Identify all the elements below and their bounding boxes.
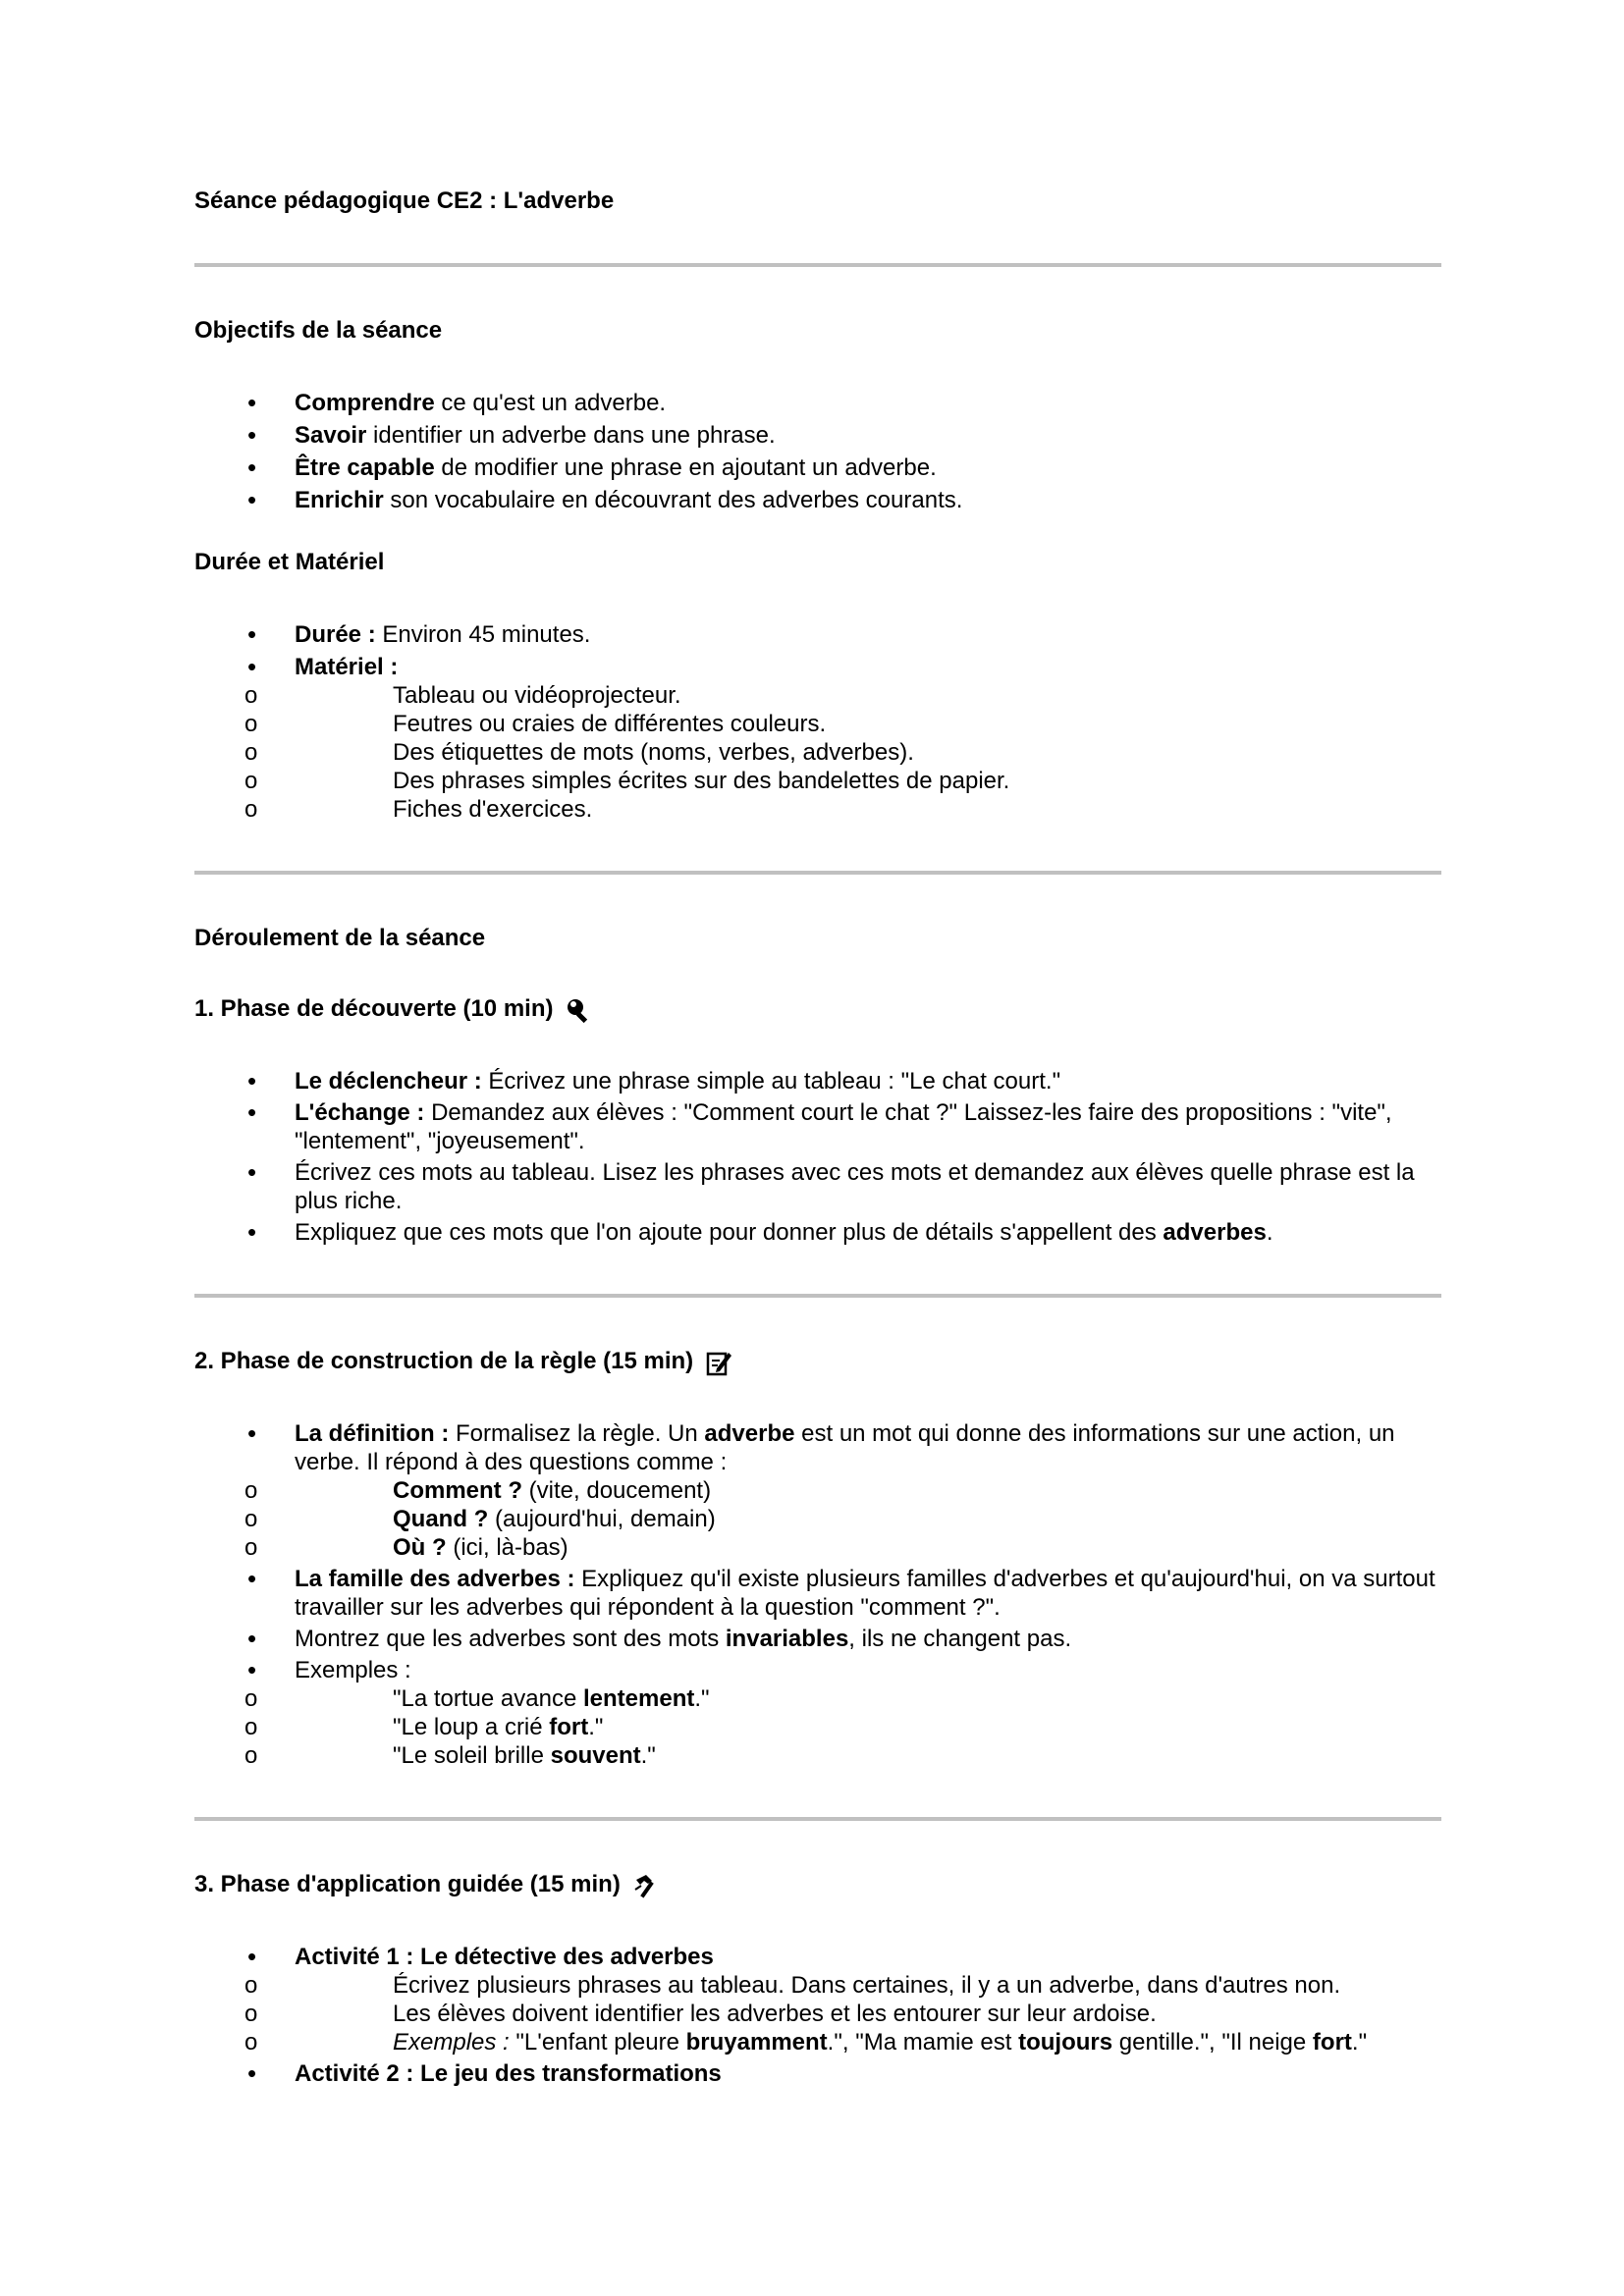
list-item: • Matériel : o Tableau ou vidéoprojecteur. o Feutres ou craies de différentes couleurs. o Des étiquettes de mots (noms, verbes, adverbes). o Des phrases simples écrites sur des bandelettes de papier. o Fiches d'exercices. xyxy=(194,653,1441,824)
list-item: o "La tortue avance lentement." xyxy=(194,1684,1441,1713)
list-item: o Où ? (ici, là-bas) xyxy=(194,1533,1441,1562)
materiel-list xyxy=(194,681,1441,824)
list-item: o Des phrases simples écrites sur des bandelettes de papier. xyxy=(194,767,1441,795)
list-item: • Expliquez que ces mots que l'on ajoute pour donner plus de détails s'appellent des adverbes. xyxy=(194,1218,1441,1247)
list-item: • Être capable de modifier une phrase en ajoutant un adverbe. xyxy=(194,454,1441,482)
list-item: o Des étiquettes de mots (noms, verbes, adverbes). xyxy=(194,738,1441,767)
list-item: • Activité 1 : Le détective des adverbes o Écrivez plusieurs phrases au tableau. Dans certaines, il y a un adverbe, dans d'autres non. o Les élèves doivent identifier les adverbes et les entourer sur leur ardoise. o Exemples : "L'enfant pleure bruyamment.", "Ma mamie est toujours gentille.", "Il neige fort." xyxy=(194,1943,1441,2056)
duree-list xyxy=(194,620,1441,824)
list-item: • L'échange : Demandez aux élèves : "Comment court le chat ?" Laissez-les faire des propositions : "vite", "lentement", "joyeusement". xyxy=(194,1098,1441,1155)
list-item: • Exemples : o "La tortue avance lentement." o "Le loup a crié fort." o "Le soleil brille souvent." xyxy=(194,1656,1441,1770)
magnifier-icon xyxy=(565,996,592,1024)
phase1-list xyxy=(194,1067,1441,1247)
phase2-heading: 2. Phase de construction de la règle (15 min) xyxy=(194,1347,1441,1376)
memo-icon xyxy=(705,1349,732,1376)
objectifs-list xyxy=(194,389,1441,514)
list-item: o "Le loup a crié fort." xyxy=(194,1713,1441,1741)
list-item: o Feutres ou craies de différentes couleurs. xyxy=(194,710,1441,738)
phase3-list xyxy=(194,1943,1441,2088)
phase3-heading: 3. Phase d'application guidée (15 min) xyxy=(194,1870,1441,1899)
list-item: • Montrez que les adverbes sont des mots invariables, ils ne changent pas. xyxy=(194,1625,1441,1653)
list-item: • Activité 2 : Le jeu des transformations xyxy=(194,2059,1441,2088)
questions-list xyxy=(194,1476,1441,1562)
document-title: Séance pédagogique CE2 : L'adverbe xyxy=(194,187,615,214)
list-item: • Durée : Environ 45 minutes. xyxy=(194,620,1441,649)
exemples-list xyxy=(194,1684,1441,1770)
list-item: o Tableau ou vidéoprojecteur. xyxy=(194,681,1441,710)
document-content xyxy=(194,187,1441,2088)
list-item: o Les élèves doivent identifier les adverbes et les entourer sur leur ardoise. xyxy=(194,2000,1441,2028)
list-item: • Enrichir son vocabulaire en découvrant des adverbes courants. xyxy=(194,486,1441,514)
list-item: o Quand ? (aujourd'hui, demain) xyxy=(194,1505,1441,1533)
list-item: • Écrivez ces mots au tableau. Lisez les phrases avec ces mots et demandez aux élèves quelle phrase est la plus riche. xyxy=(194,1158,1441,1215)
list-item: • Comprendre ce qu'est un adverbe. xyxy=(194,389,1441,417)
duree-heading: Durée et Matériel xyxy=(194,549,385,575)
hammer-icon xyxy=(632,1872,660,1899)
list-item: • Le déclencheur : Écrivez une phrase simple au tableau : "Le chat court." xyxy=(194,1067,1441,1095)
list-item: o Exemples : "L'enfant pleure bruyamment.", "Ma mamie est toujours gentille.", "Il neige fort." xyxy=(194,2028,1441,2056)
list-item: • La définition : Formalisez la règle. Un adverbe est un mot qui donne des informations sur une action, un verbe. Il répond à des questions comme : o Comment ? (vite, doucement) o Quand ? (aujourd'hui, demain) o Où ? (ici, là-bas) xyxy=(194,1419,1441,1562)
list-item: • La famille des adverbes : Expliquez qu'il existe plusieurs familles d'adverbes et qu'aujourd'hui, on va surtout travailler sur les adverbes qui répondent à la question "comment ?". xyxy=(194,1565,1441,1622)
list-item: o "Le soleil brille souvent." xyxy=(194,1741,1441,1770)
phase1-heading: 1. Phase de découverte (10 min) xyxy=(194,994,1441,1024)
list-item: o Écrivez plusieurs phrases au tableau. Dans certaines, il y a un adverbe, dans d'autres non. xyxy=(194,1971,1441,2000)
list-item: • Savoir identifier un adverbe dans une phrase. xyxy=(194,421,1441,450)
objectifs-heading: Objectifs de la séance xyxy=(194,317,443,344)
phase2-list xyxy=(194,1419,1441,1770)
list-item: o Fiches d'exercices. xyxy=(194,795,1441,824)
activite1-list xyxy=(194,1971,1441,2056)
list-item: o Comment ? (vite, doucement) xyxy=(194,1476,1441,1505)
deroulement-heading: Déroulement de la séance xyxy=(194,925,486,951)
